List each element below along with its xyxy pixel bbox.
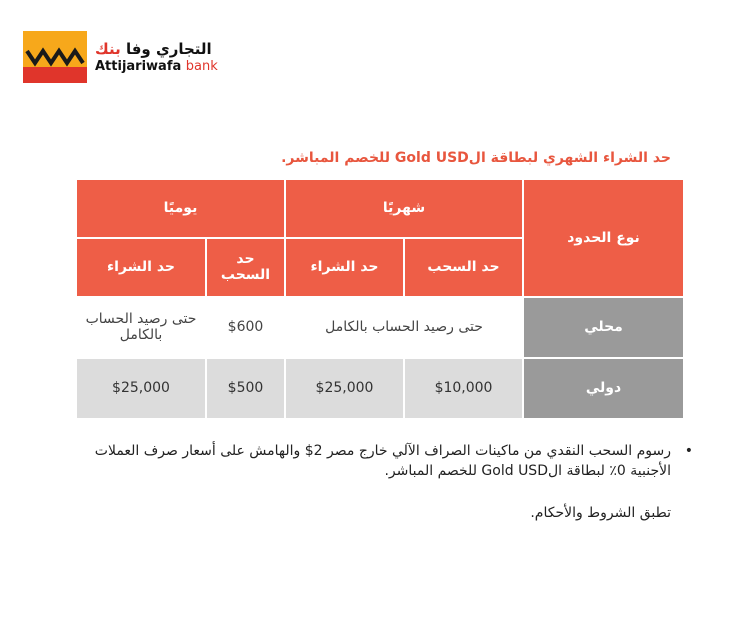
terms-note: تطبق الشروط والأحكام. bbox=[530, 505, 671, 521]
daily-purchase-header: حد الشراء bbox=[77, 239, 205, 296]
bullet-marker: • bbox=[684, 443, 693, 459]
limit-type-header: نوع الحدود bbox=[524, 180, 683, 296]
limits-table bbox=[75, 178, 685, 420]
logo-wordmark bbox=[95, 40, 218, 75]
intl-daily-withdraw: $500 bbox=[207, 359, 284, 418]
attijariwafa-logo-icon bbox=[23, 31, 87, 83]
table-row bbox=[77, 359, 683, 418]
intl-monthly-purchase: $25,000 bbox=[286, 359, 403, 418]
local-monthly-limit: حتى رصيد الحساب بالكامل bbox=[286, 298, 522, 357]
fees-note-text: رسوم السحب النقدي من ماكينات الصراف الآلي خارج مصر 2$ والهامش على أسعار صرف العملات الأجنبية 0٪ لبطاقة الGold USD للخصم المباشر. bbox=[94, 443, 671, 479]
table-row bbox=[77, 298, 683, 357]
local-daily-withdraw: $600 bbox=[207, 298, 284, 357]
bank-logo bbox=[23, 30, 218, 84]
intl-monthly-withdraw: $10,000 bbox=[405, 359, 522, 418]
section-title: حد الشراء الشهري لبطاقة الGold USD للخصم المباشر. bbox=[281, 150, 671, 166]
intl-daily-purchase: $25,000 bbox=[77, 359, 205, 418]
row-label-international: دولي bbox=[524, 359, 683, 418]
monthly-purchase-header: حد الشراء bbox=[286, 239, 403, 296]
logo-latin-name: Attijariwafa bbox=[95, 58, 182, 74]
daily-withdraw-header: حد السحب bbox=[207, 239, 284, 296]
daily-header: يوميًا bbox=[77, 180, 284, 237]
monthly-header: شهريًا bbox=[286, 180, 522, 237]
row-label-local: محلي bbox=[524, 298, 683, 357]
fees-note bbox=[86, 441, 693, 481]
logo-arabic bbox=[95, 40, 218, 58]
logo-arabic-bank: بنك bbox=[95, 39, 121, 58]
logo-arabic-name: التجاري وفا bbox=[125, 39, 212, 58]
logo-latin-bank: bank bbox=[185, 58, 218, 74]
monthly-withdraw-header: حد السحب bbox=[405, 239, 522, 296]
logo-latin bbox=[95, 58, 218, 75]
local-daily-purchase: حتى رصيد الحساب بالكامل bbox=[77, 298, 205, 357]
